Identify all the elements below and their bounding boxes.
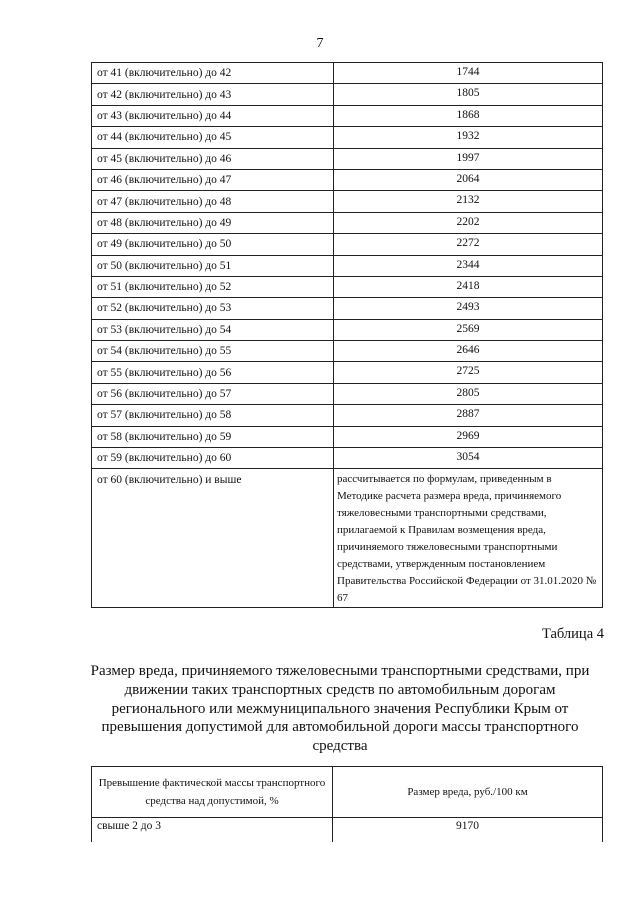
table-header-row [92, 767, 603, 818]
range-cell: от 58 (включительно) до 59 [92, 426, 334, 447]
table-row [92, 341, 603, 362]
table-row [92, 405, 603, 426]
range-cell: от 41 (включительно) до 42 [92, 63, 334, 84]
table-row [92, 362, 603, 383]
range-cell: от 57 (включительно) до 58 [92, 405, 334, 426]
table-row [92, 191, 603, 212]
table-row [92, 426, 603, 447]
range-cell: от 47 (включительно) до 48 [92, 191, 334, 212]
value-cell: 9170 [333, 818, 603, 843]
value-cell: 2132 [334, 191, 603, 212]
range-cell: от 59 (включительно) до 60 [92, 448, 334, 469]
value-cell: 2805 [334, 383, 603, 404]
table-row [92, 276, 603, 297]
header-excess-mass: Превышение фактической массы транспортного средства над допустимой, % [92, 767, 333, 818]
value-cell: 2969 [334, 426, 603, 447]
table-row-last [92, 469, 603, 608]
value-cell: 2418 [334, 276, 603, 297]
value-cell: рассчитывается по формулам, приведенным в Методике расчета размера вреда, причиняемого тяжеловесными транспортными средствами, прилагаемой к Правилам возмещения вреда, причиняемого тяжеловесными транспортными средствами, утвержденным постановлением Правительства Российской Федерации от 31.01.2020 № 67 [334, 469, 603, 608]
value-cell: 1805 [334, 84, 603, 105]
value-cell: 2202 [334, 212, 603, 233]
table-row [92, 105, 603, 126]
value-cell: 1932 [334, 127, 603, 148]
value-cell: 2725 [334, 362, 603, 383]
value-cell: 2493 [334, 298, 603, 319]
table-row [92, 298, 603, 319]
table-row [92, 169, 603, 190]
table-row [92, 319, 603, 340]
table-row [92, 127, 603, 148]
range-cell: от 52 (включительно) до 53 [92, 298, 334, 319]
value-cell: 2344 [334, 255, 603, 276]
value-cell: 2272 [334, 234, 603, 255]
table-4 [91, 766, 603, 842]
range-cell: от 60 (включительно) и выше [92, 469, 334, 608]
range-cell: от 43 (включительно) до 44 [92, 105, 334, 126]
range-cell: от 51 (включительно) до 52 [92, 276, 334, 297]
range-cell: свыше 2 до 3 [92, 818, 333, 843]
range-cell: от 53 (включительно) до 54 [92, 319, 334, 340]
table-row [92, 448, 603, 469]
harm-table-continued [91, 62, 603, 608]
range-cell: от 55 (включительно) до 56 [92, 362, 334, 383]
range-cell: от 54 (включительно) до 55 [92, 341, 334, 362]
value-cell: 1868 [334, 105, 603, 126]
value-cell: 3054 [334, 448, 603, 469]
table-row [92, 63, 603, 84]
table-row [92, 234, 603, 255]
table-4-heading: Размер вреда, причиняемого тяжеловесными транспортными средствами, при движении таких транспортных средств по автомобильным дорогам регионального или межмуниципального значения Республики Крым от превышения допустимой для автомобильной дороги массы транспортного средства [90, 663, 590, 755]
range-cell: от 42 (включительно) до 43 [92, 84, 334, 105]
range-cell: от 50 (включительно) до 51 [92, 255, 334, 276]
table-row [92, 383, 603, 404]
range-cell: от 48 (включительно) до 49 [92, 212, 334, 233]
range-cell: от 45 (включительно) до 46 [92, 148, 334, 169]
value-cell: 2064 [334, 169, 603, 190]
value-cell: 2887 [334, 405, 603, 426]
range-cell: от 56 (включительно) до 57 [92, 383, 334, 404]
table-row [92, 84, 603, 105]
header-harm-size: Размер вреда, руб./100 км [333, 767, 603, 818]
value-cell: 1744 [334, 63, 603, 84]
range-cell: от 49 (включительно) до 50 [92, 234, 334, 255]
table-4-label: Таблица 4 [541, 626, 604, 642]
table-row [92, 255, 603, 276]
range-cell: от 46 (включительно) до 47 [92, 169, 334, 190]
page-number: 7 [316, 36, 324, 51]
value-cell: 2569 [334, 319, 603, 340]
table-row [92, 212, 603, 233]
value-cell: 1997 [334, 148, 603, 169]
table-row [92, 148, 603, 169]
range-cell: от 44 (включительно) до 45 [92, 127, 334, 148]
value-cell: 2646 [334, 341, 603, 362]
harm-table-body [92, 63, 603, 608]
table-row [92, 818, 603, 843]
